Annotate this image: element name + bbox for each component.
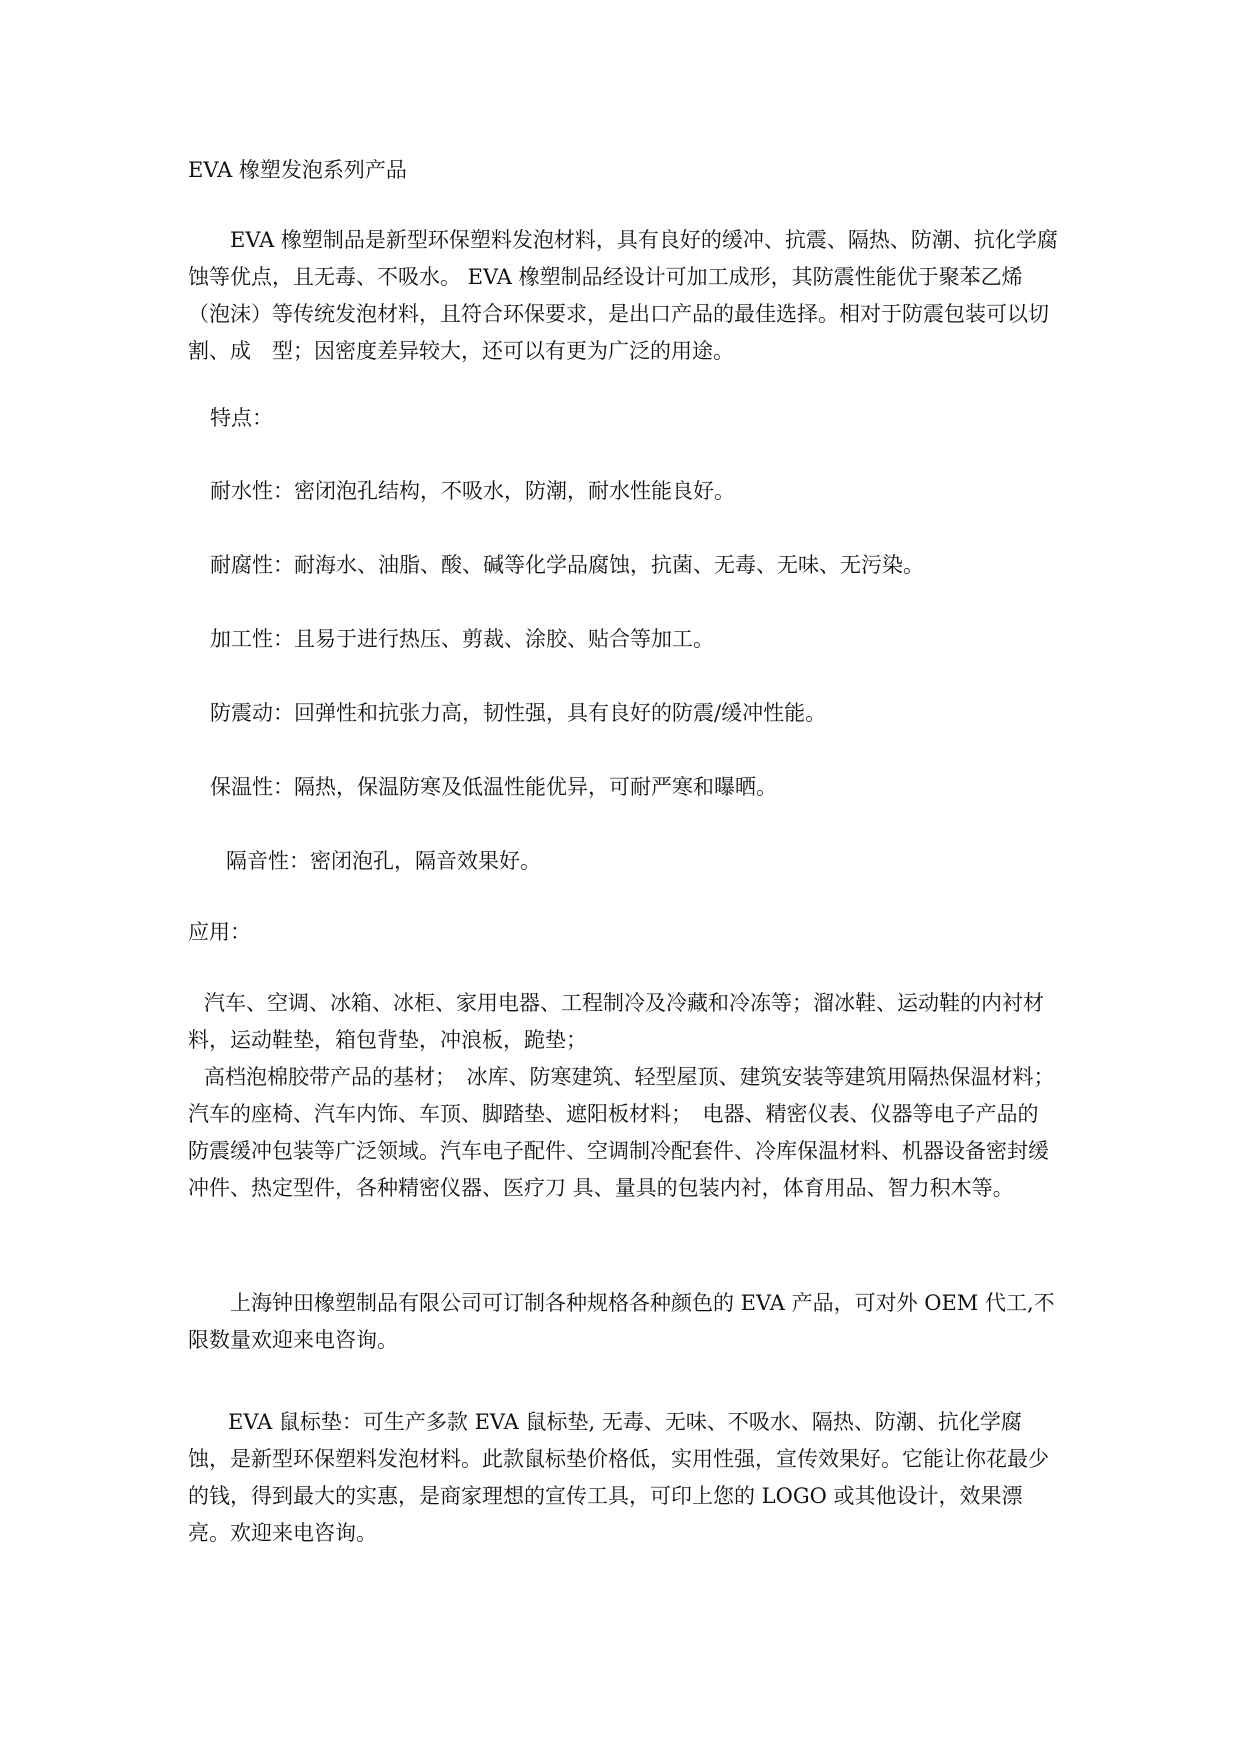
mousepad-paragraph: EVA 鼠标垫：可生产多款 EVA 鼠标垫, 无毒、无味、不吸水、隔热、防潮、抗化学腐蚀，是新型环保塑料发泡材料。此款鼠标垫价格低，实用性强，宣传效果好。它能让你花最少的钱，得到最大的实惠，是商家理想的宣传工具，可印上您的 LOGO 或其他设计，效果漂亮。欢迎来电咨询。 [188,1410,1049,1545]
intro-paragraph: EVA 橡塑制品是新型环保塑料发泡材料，具有良好的缓冲、抗震、隔热、防潮、抗化学腐蚀等优点，且无毒、不吸水。 EVA 橡塑制品经设计可加工成形，其防震性能优于聚苯乙烯（泡沫）等传统发泡材料，且符合环保要求，是出口产品的最佳选择。相对于防震包装可以切割、成 型；因密度差异较大，还可以有更为广泛的用途。 [188,228,1058,363]
document-title: EVA 橡塑发泡系列产品 [188,158,407,182]
applications-heading: 应用： [188,920,251,944]
applications-paragraph-1: 汽车、空调、冰箱、冰柜、家用电器、工程制冷及冷藏和冷冻等；溜冰鞋、运动鞋的内衬材料，运动鞋垫，箱包背垫，冲浪板，跪垫； [188,991,1044,1052]
feature-sound-insulation: 隔音性：密闭泡孔，隔音效果好。 [226,849,541,873]
feature-shock-resistance: 防震动：回弹性和抗张力高，韧性强，具有良好的防震/缓冲性能。 [210,701,827,725]
feature-processability: 加工性：且易于进行热压、剪裁、涂胶、贴合等加工。 [210,627,714,651]
feature-corrosion-resistance: 耐腐性：耐海水、油脂、酸、碱等化学品腐蚀，抗菌、无毒、无味、无污染。 [210,553,924,577]
applications-paragraph-2: 高档泡棉胶带产品的基材； 冰库、防寒建筑、轻型屋顶、建筑安装等建筑用隔热保温材料； 汽车的座椅、汽车内饰、车顶、脚踏垫、遮阳板材料； 电器、精密仪表、仪器等电子产品的防震缓冲包装等广泛领域。汽车电子配件、空调制冷配套件、冷库保温材料、机器设备密封缓冲件、热定型件，各种精密仪器、医疗刀 具、量具的包装内衬，体育用品、智力积木等。 [188,1065,1065,1200]
features-heading: 特点： [210,406,273,430]
company-paragraph: 上海钟田橡塑制品有限公司可订制各种规格各种颜色的 EVA 产品，可对外 OEM 代工,不限数量欢迎来电咨询。 [188,1291,1055,1352]
feature-thermal-insulation: 保温性：隔热，保温防寒及低温性能优异，可耐严寒和曝晒。 [210,775,777,799]
feature-water-resistance: 耐水性：密闭泡孔结构，不吸水，防潮，耐水性能良好。 [210,479,735,503]
